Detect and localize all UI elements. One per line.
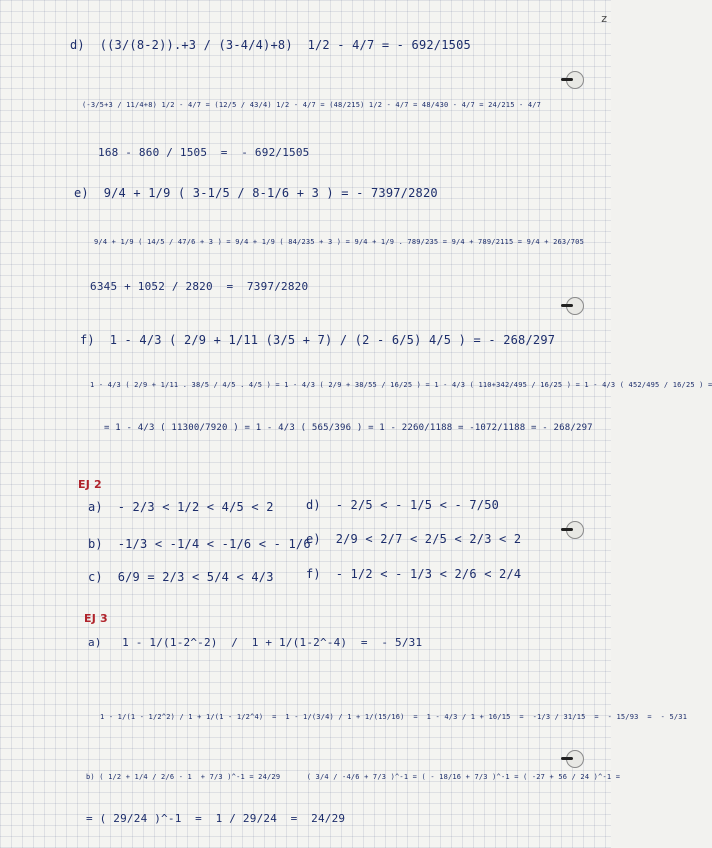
ej3-a-steps: 1 - 1/(1 - 1/2^2) / 1 + 1/(1 - 1/2^4) = 1 - 1/(3/4) / 1 + 1/(15/16) = 1 - 4/3 / 1 + 16/15 = -1/3 / 31/15 = - 15/93 = - 5/31 [100,713,688,721]
exercise-f-statement: f) 1 - 4/3 ( 2/9 + 1/11 (3/5 + 7) / (2 - 6/5) 4/5 ) = - 268/297 [80,333,556,347]
exercise-d-step-2: 168 - 860 / 1505 = - 692/1505 [98,146,310,159]
exercise-f-step-1: 1 - 4/3 ( 2/9 + 1/11 . 38/5 / 4/5 . 4/5 ) = 1 - 4/3 ( 2/9 + 38/55 / 16/25 ) = 1 - 4/3 ( 110+342/495 / 16/25 ) = 1 - 4/3 ( 452/495 / 16/25 ) = [90,381,712,389]
ej3-b-steps: = ( 29/24 )^-1 = 1 / 29/24 = 24/29 [86,812,346,825]
exercise-e-statement: e) 9/4 + 1/9 ( 3-1/5 / 8-1/6 + 3 ) = - 7397/2820 [74,186,438,200]
ej2-a: a) - 2/3 < 1/2 < 4/5 < 2 [88,500,274,514]
binder-hole [566,521,584,539]
ej2-title: EJ 2 [78,478,102,491]
binder-hole [566,297,584,315]
binder-hole [566,750,584,768]
ej2-d: d) - 2/5 < - 1/5 < - 7/50 [306,498,500,512]
ej2-b: b) -1/3 < -1/4 < -1/6 < - 1/6 [88,537,311,551]
exercise-f-step-2: = 1 - 4/3 ( 11300/7920 ) = 1 - 4/3 ( 565/396 ) = 1 - 2260/1188 = -1072/1188 = - 268/297 [104,423,593,433]
ej3-b-statement: b) ( 1/2 + 1/4 / 2/6 - 1 + 7/3 )^-1 = 24/29 ( 3/4 / -4/6 + 7/3 )^-1 = ( - 18/16 + 7/3 )^-1 = ( -27 + 56 / 24 )^-1 = [86,773,621,781]
ej2-f: f) - 1/2 < - 1/3 < 2/6 < 2/4 [306,567,522,581]
binder-hole [566,71,584,89]
exercise-e-step-1: 9/4 + 1/9 ( 14/5 / 47/6 + 3 ) = 9/4 + 1/9 ( 84/235 + 3 ) = 9/4 + 1/9 . 789/235 = 9/4 + 789/2115 = 9/4 + 263/705 [94,238,584,246]
ej2-c: c) 6/9 = 2/3 < 5/4 < 4/3 [88,570,274,584]
page-mark: z [601,12,607,25]
ej2-e: e) 2/9 < 2/7 < 2/5 < 2/3 < 2 [306,532,522,546]
exercise-d-step-1: (-3/5+3 / 11/4+8) 1/2 - 4/7 = (12/5 / 43/4) 1/2 - 4/7 = (48/215) 1/2 - 4/7 = 48/430 - 4/7 = 24/215 - 4/7 [82,101,542,109]
exercise-d-statement: d) ((3/(8-2)).+3 / (3-4/4)+8) 1/2 - 4/7 = - 692/1505 [70,38,471,52]
ej3-title: EJ 3 [84,612,108,625]
ej3-a-statement: a) 1 - 1/(1-2^-2) / 1 + 1/(1-2^-4) = - 5/31 [88,636,423,649]
exercise-e-step-2: 6345 + 1052 / 2820 = 7397/2820 [90,280,309,293]
